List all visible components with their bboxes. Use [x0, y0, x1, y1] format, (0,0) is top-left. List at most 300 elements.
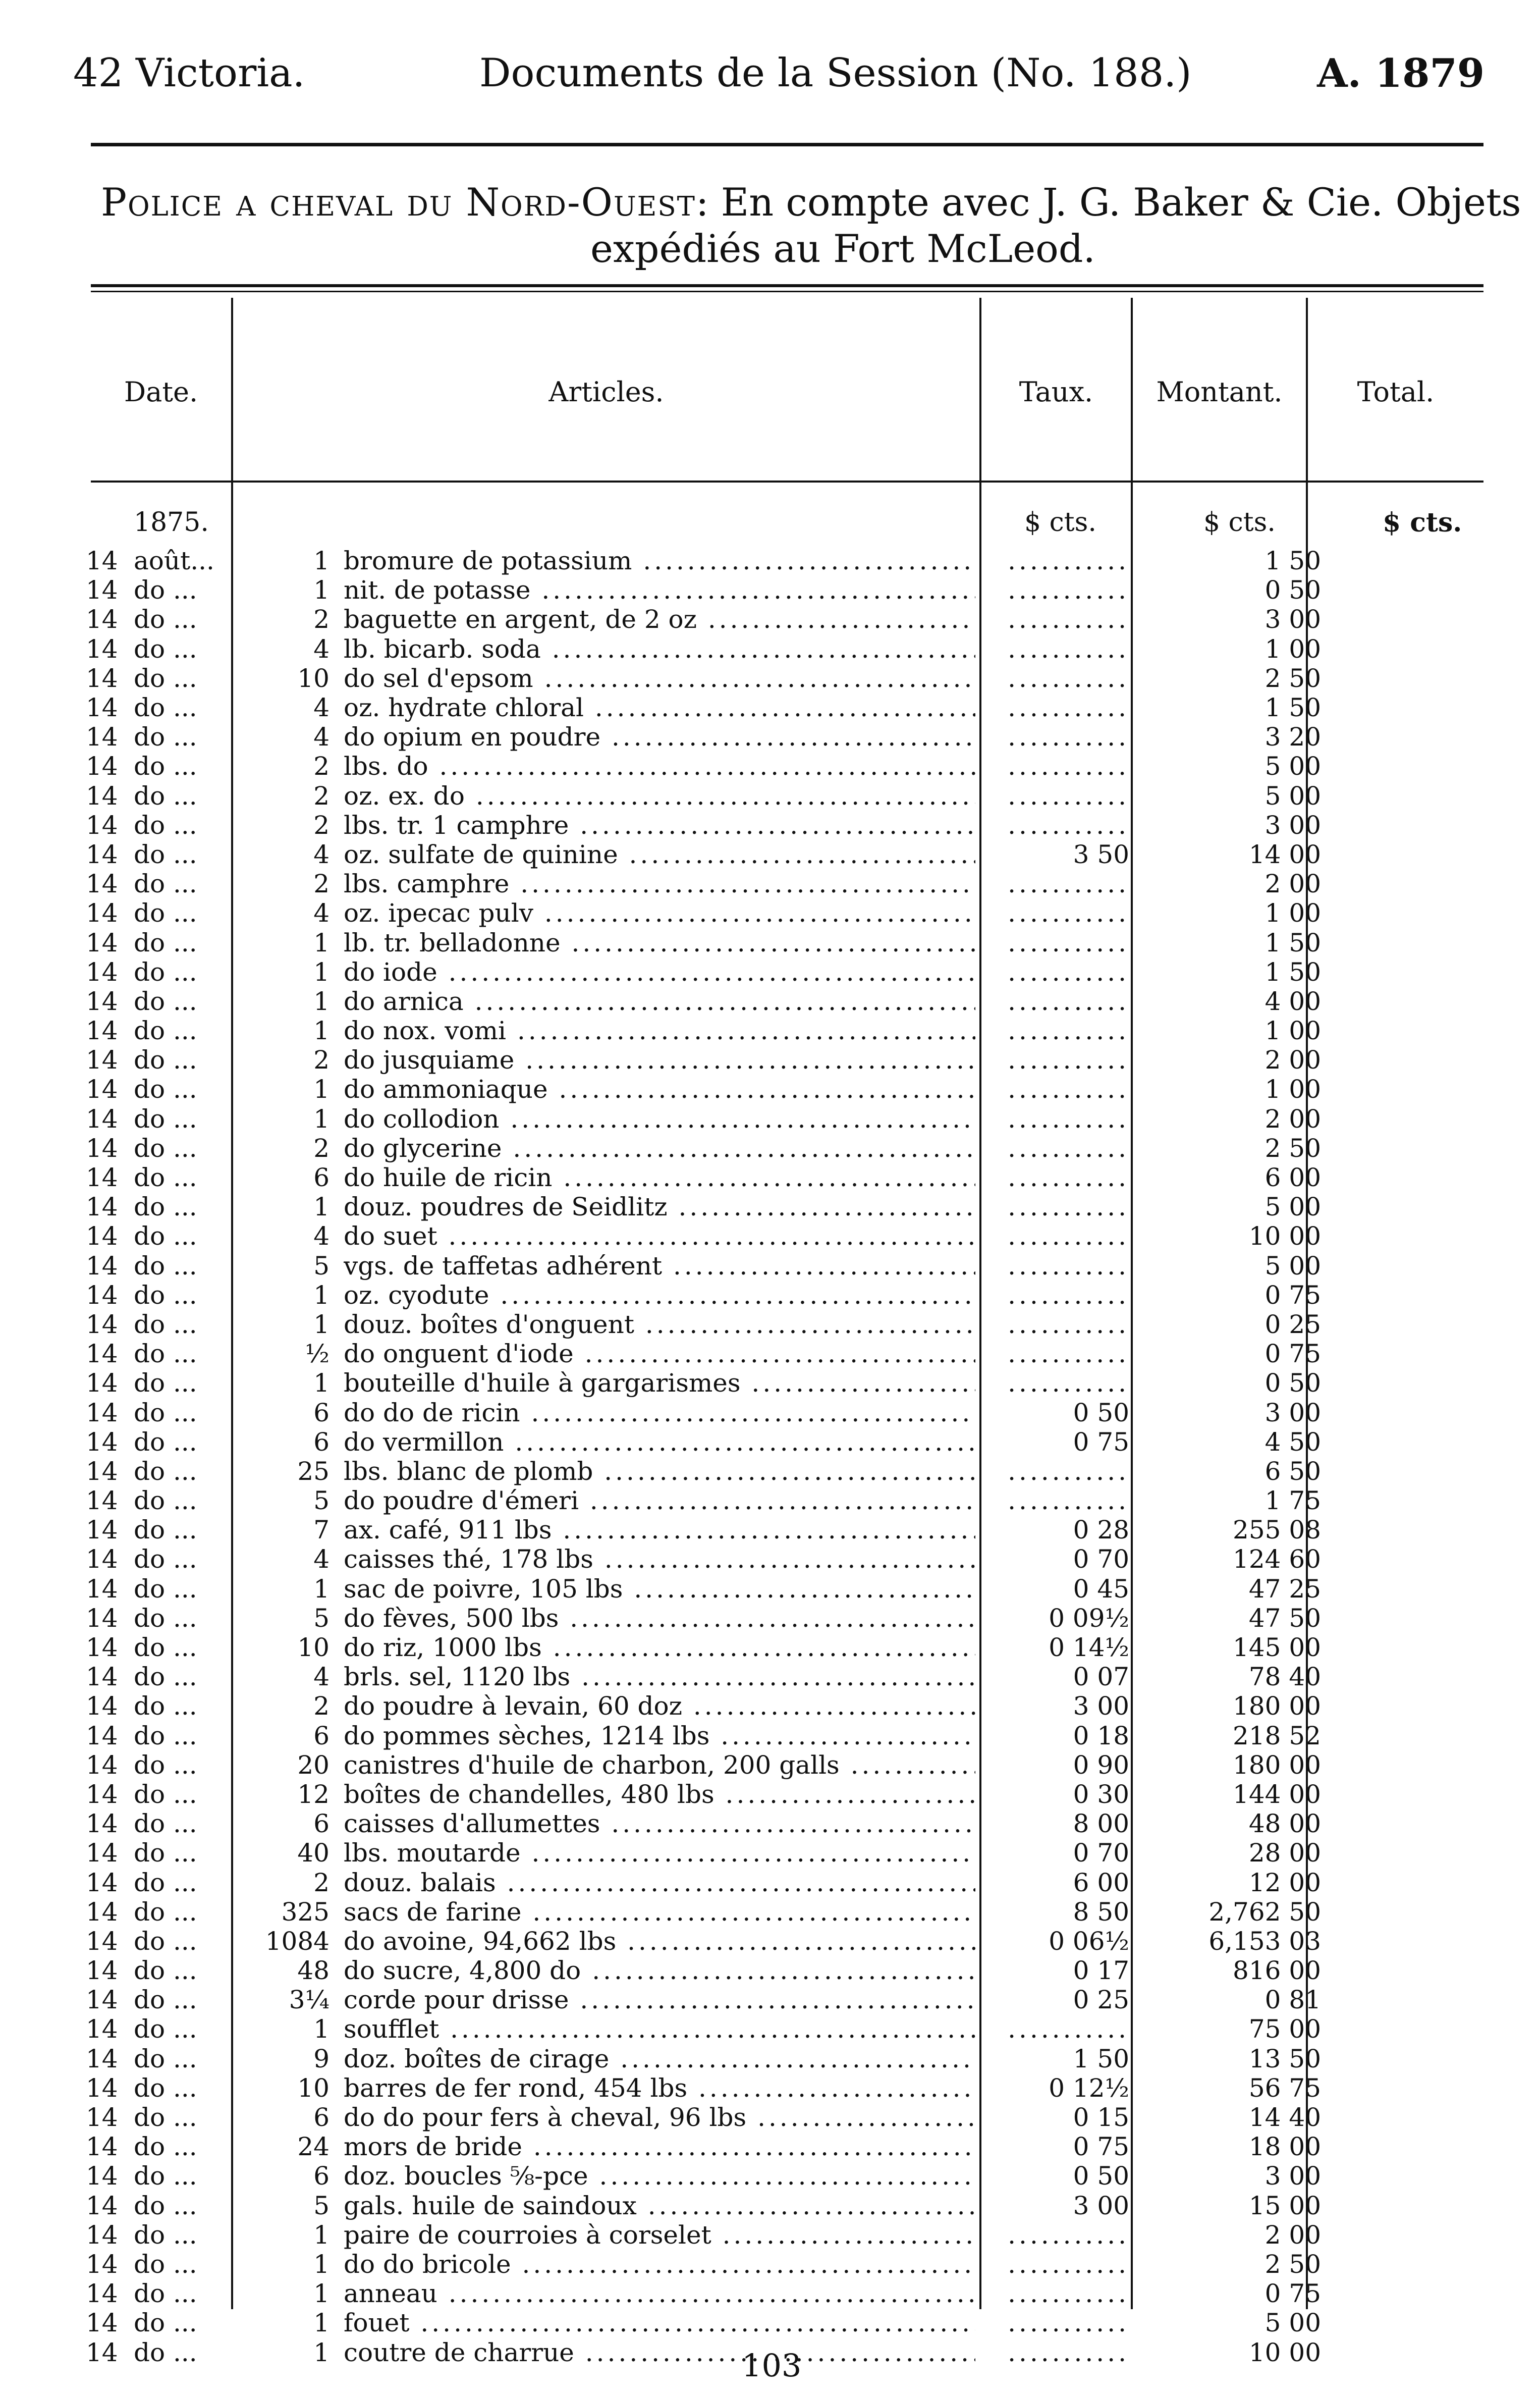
row-month: do ... [134, 722, 197, 752]
row-month: do ... [134, 1016, 197, 1046]
row-amount: 5 00 [1264, 1251, 1321, 1281]
row-total [1351, 1956, 1540, 1985]
row-amount: 0 75 [1264, 1280, 1321, 1310]
row-article-text: do glycerine ..... [344, 1134, 975, 1163]
row-rate: ........... [1008, 1280, 1129, 1310]
row-day: 14 [86, 1574, 118, 1604]
row-quantity: 2 [313, 810, 329, 840]
row-quantity: 2 [313, 781, 329, 811]
row-article [344, 546, 975, 575]
row-article-text: soufflet ..... [344, 2014, 975, 2044]
row-total [1351, 1368, 1540, 1398]
table-row [86, 693, 1540, 722]
row-article-text: do ammoniaque ..... [344, 1075, 975, 1104]
row-article [344, 1633, 975, 1662]
row-amount: 2 00 [1264, 1104, 1321, 1134]
row-day: 14 [86, 1133, 118, 1163]
row-article-text: do opium en poudre ..... [344, 722, 975, 752]
row-rate: 0 90 [1073, 1750, 1129, 1780]
row-rate: ........... [1008, 810, 1129, 840]
row-total [1351, 1192, 1540, 1221]
row-quantity: 4 [313, 1221, 329, 1251]
account-table [86, 546, 1540, 2367]
row-amount: 47 50 [1248, 1603, 1321, 1633]
row-day: 14 [86, 1456, 118, 1486]
row-rate: 0 75 [1073, 1427, 1129, 1457]
row-article [344, 1985, 975, 2014]
row-day: 14 [86, 1809, 118, 1839]
row-quantity: 4 [313, 693, 329, 723]
row-amount: 2 00 [1264, 869, 1321, 899]
row-month: do ... [134, 2044, 197, 2073]
row-day: 14 [86, 693, 118, 723]
table-row [86, 1045, 1540, 1075]
row-day: 14 [86, 2337, 118, 2367]
row-quantity: 1 [313, 575, 329, 605]
table-row [86, 1838, 1540, 1868]
row-total [1351, 1163, 1540, 1192]
row-article [344, 2014, 975, 2044]
row-quantity: 6 [313, 2161, 329, 2191]
row-total [1351, 2220, 1540, 2250]
row-amount: 1 50 [1264, 928, 1321, 957]
row-amount: 4 50 [1264, 1427, 1321, 1457]
row-article-text: do sel d'epsom ..... [344, 664, 975, 693]
row-total [1351, 781, 1540, 811]
table-row [86, 840, 1540, 869]
row-rate: ........... [1008, 663, 1129, 693]
row-article-text: caisses thé, 178 lbs ..... [344, 1545, 975, 1574]
row-amount: 3 00 [1264, 810, 1321, 840]
row-month: do ... [134, 1809, 197, 1839]
row-day: 14 [86, 1398, 118, 1427]
row-article [344, 869, 975, 898]
row-month: do ... [134, 1633, 197, 1663]
total-unit-label: $ cts. [1383, 507, 1462, 538]
row-day: 14 [86, 2014, 118, 2044]
row-article [344, 2103, 975, 2132]
row-article-text: caisses d'allumettes ..... [344, 1809, 975, 1838]
row-amount: 15 00 [1248, 2191, 1321, 2220]
row-day: 14 [86, 1104, 118, 1134]
row-amount: 1 00 [1264, 898, 1321, 928]
row-total [1351, 605, 1540, 634]
account-title [101, 179, 1521, 272]
row-quantity: 1 [313, 2337, 329, 2367]
row-total [1351, 664, 1540, 693]
table-row [86, 2250, 1540, 2279]
row-total [1351, 869, 1540, 898]
row-amount: 1 50 [1264, 693, 1321, 723]
row-rate: 0 50 [1073, 1398, 1129, 1427]
row-article-text: barres de fer rond, 454 lbs ..... [344, 2073, 975, 2103]
account-title-line2: expédiés au Fort McLeod. [590, 226, 1095, 271]
row-quantity: ½ [305, 1339, 329, 1369]
row-total [1351, 1721, 1540, 1750]
row-amount: 0 75 [1264, 1339, 1321, 1369]
row-rate: 0 14½ [1049, 1633, 1129, 1663]
row-rate: ........... [1008, 1016, 1129, 1046]
row-rate: ........... [1008, 1339, 1129, 1369]
table-row [86, 2161, 1540, 2191]
column-header-articles: Articles. [548, 376, 664, 408]
row-month: do ... [134, 1456, 197, 1486]
row-article-text: do poudre d'émeri ..... [344, 1486, 975, 1515]
row-article-text: corde pour drisse ..... [344, 1985, 975, 2014]
row-day: 14 [86, 1045, 118, 1075]
row-total [1351, 957, 1540, 987]
row-day: 14 [86, 605, 118, 634]
row-article-text: sac de poivre, 105 lbs ..... [344, 1574, 975, 1604]
row-rate: ........... [1008, 781, 1129, 811]
row-month: do ... [134, 1779, 197, 1809]
title-rule-bottom [91, 291, 1483, 292]
row-day: 14 [86, 1339, 118, 1369]
row-article [344, 1604, 975, 1633]
row-total [1351, 1750, 1540, 1780]
header-document-title: Documents de la Session (No. 188.) [479, 50, 1192, 96]
row-month: do ... [134, 1545, 197, 1574]
row-article [344, 1868, 975, 1897]
row-amount: 0 75 [1264, 2279, 1321, 2309]
row-amount: 1 00 [1264, 1016, 1321, 1046]
row-article [344, 1368, 975, 1398]
row-month: do ... [134, 1045, 197, 1075]
row-amount: 1 00 [1264, 634, 1321, 664]
row-article [344, 840, 975, 869]
row-article [344, 1398, 975, 1427]
row-month: do ... [134, 2103, 197, 2133]
row-total [1351, 1515, 1540, 1545]
row-day: 14 [86, 1897, 118, 1927]
table-row [86, 1691, 1540, 1721]
account-title-org: Police a cheval du Nord-Ouest [101, 180, 696, 225]
row-quantity: 1 [313, 986, 329, 1016]
table-row [86, 605, 1540, 634]
row-amount: 180 00 [1233, 1750, 1321, 1780]
row-month: do ... [134, 781, 197, 811]
row-amount: 56 75 [1248, 2073, 1321, 2103]
table-row [86, 2132, 1540, 2161]
row-article-text: mors de bride ..... [344, 2132, 975, 2161]
row-amount: 255 08 [1233, 1515, 1321, 1545]
table-row [86, 1163, 1540, 1192]
row-article-text: oz. sulfate de quinine ..... [344, 840, 975, 869]
row-quantity: 40 [297, 1838, 329, 1868]
table-row [86, 752, 1540, 781]
row-article [344, 1515, 975, 1545]
row-amount: 2 50 [1264, 663, 1321, 693]
row-article-text: do jusquiame ..... [344, 1045, 975, 1075]
row-rate: 0 25 [1073, 1985, 1129, 2015]
row-quantity: 5 [313, 1603, 329, 1633]
table-row [86, 1662, 1540, 1691]
row-day: 14 [86, 1251, 118, 1281]
row-article-text: gals. huile de saindoux ..... [344, 2191, 975, 2220]
row-total [1351, 1574, 1540, 1604]
column-header-rule [91, 481, 1483, 483]
row-total [1351, 1985, 1540, 2014]
row-month: août... [134, 546, 214, 576]
row-amount: 2 50 [1264, 1133, 1321, 1163]
row-rate: ........... [1008, 898, 1129, 928]
row-amount: 0 81 [1264, 1985, 1321, 2015]
table-row [86, 1574, 1540, 1604]
row-day: 14 [86, 1662, 118, 1692]
row-quantity: 1 [313, 1104, 329, 1134]
row-article-text: do do pour fers à cheval, 96 lbs ..... [344, 2103, 975, 2132]
row-total [1351, 1868, 1540, 1897]
row-article [344, 1104, 975, 1134]
table-row [86, 2014, 1540, 2044]
row-amount: 48 00 [1248, 1809, 1321, 1839]
table-row [86, 1104, 1540, 1134]
row-quantity: 1 [313, 2249, 329, 2279]
row-article [344, 987, 975, 1016]
row-rate: 0 45 [1073, 1574, 1129, 1604]
row-article-text: lbs. tr. 1 camphre ..... [344, 811, 975, 840]
row-article-text: brls. sel, 1120 lbs ..... [344, 1662, 975, 1691]
row-rate: 8 50 [1073, 1897, 1129, 1927]
row-day: 14 [86, 752, 118, 781]
row-total [1351, 1927, 1540, 1956]
row-month: do ... [134, 2249, 197, 2279]
row-month: do ... [134, 1662, 197, 1692]
row-quantity: 6 [313, 2103, 329, 2133]
row-month: do ... [134, 986, 197, 1016]
row-article [344, 1427, 975, 1457]
row-total [1351, 722, 1540, 752]
table-row [86, 898, 1540, 928]
table-row [86, 811, 1540, 840]
row-day: 14 [86, 2103, 118, 2133]
row-total [1351, 1457, 1540, 1486]
table-row [86, 1868, 1540, 1897]
row-quantity: 1084 [265, 1926, 329, 1956]
row-article-text: lbs. camphre ..... [344, 869, 975, 898]
row-day: 14 [86, 575, 118, 605]
row-quantity: 6 [313, 1721, 329, 1750]
row-amount: 3 20 [1264, 722, 1321, 752]
row-article [344, 1457, 975, 1486]
row-article [344, 693, 975, 722]
table-row [86, 575, 1540, 605]
row-amount: 6 50 [1264, 1456, 1321, 1486]
row-article-text: do do de ricin ..... [344, 1398, 975, 1427]
row-amount: 3 00 [1264, 605, 1321, 634]
row-day: 14 [86, 2220, 118, 2250]
row-amount: 0 50 [1264, 575, 1321, 605]
row-article [344, 1486, 975, 1515]
row-article [344, 1339, 975, 1368]
row-quantity: 1 [313, 928, 329, 957]
row-month: do ... [134, 1163, 197, 1193]
row-day: 14 [86, 1075, 118, 1104]
page-number: 103 [742, 2347, 802, 2384]
row-rate: ........... [1008, 575, 1129, 605]
row-article-text: ax. café, 911 lbs ..... [344, 1515, 975, 1545]
row-rate: 0 07 [1073, 1662, 1129, 1692]
row-day: 14 [86, 2279, 118, 2309]
row-rate: ........... [1008, 1456, 1129, 1486]
row-day: 14 [86, 869, 118, 899]
row-rate: 8 00 [1073, 1809, 1129, 1839]
row-article [344, 1691, 975, 1721]
row-total [1351, 928, 1540, 957]
row-article [344, 722, 975, 752]
table-row [86, 1016, 1540, 1045]
table-row [86, 2103, 1540, 2132]
row-quantity: 2 [313, 1868, 329, 1897]
row-quantity: 6 [313, 1427, 329, 1457]
row-total [1351, 1662, 1540, 1691]
header-rule [91, 143, 1483, 146]
row-article-text: sacs de farine ..... [344, 1897, 975, 1927]
row-amount: 6,153 03 [1208, 1926, 1321, 1956]
row-total [1351, 546, 1540, 575]
row-month: do ... [134, 1192, 197, 1222]
row-rate: 0 15 [1073, 2103, 1129, 2133]
row-rate: ........... [1008, 1133, 1129, 1163]
row-article [344, 2044, 975, 2073]
row-amount: 3 00 [1264, 1398, 1321, 1427]
row-rate: ........... [1008, 2308, 1129, 2338]
row-article [344, 1192, 975, 1221]
row-amount: 18 00 [1248, 2132, 1321, 2162]
row-quantity: 5 [313, 2191, 329, 2220]
row-quantity: 4 [313, 634, 329, 664]
row-quantity: 4 [313, 839, 329, 869]
row-article-text: boîtes de chandelles, 480 lbs ..... [344, 1780, 975, 1809]
column-header-taux: Taux. [1019, 376, 1093, 408]
table-row [86, 1809, 1540, 1838]
row-day: 14 [86, 1838, 118, 1868]
row-quantity: 24 [297, 2132, 329, 2162]
row-amount: 6 00 [1264, 1163, 1321, 1193]
row-rate: 0 06½ [1049, 1926, 1129, 1956]
table-row [86, 1398, 1540, 1427]
row-total [1351, 752, 1540, 781]
table-row [86, 1310, 1540, 1339]
row-quantity: 2 [313, 1691, 329, 1721]
row-article-text: lbs. do ..... [344, 752, 975, 781]
row-amount: 816 00 [1233, 1956, 1321, 1986]
row-article [344, 2308, 975, 2337]
row-article-text: lbs. blanc de plomb ..... [344, 1457, 975, 1486]
row-total [1351, 2279, 1540, 2308]
row-quantity: 20 [297, 1750, 329, 1780]
row-article [344, 1809, 975, 1838]
row-article-text: vgs. de taffetas adhérent ..... [344, 1251, 975, 1281]
row-article-text: do pommes sèches, 1214 lbs ..... [344, 1721, 975, 1750]
header-year-label: A. 1879 [1317, 50, 1484, 96]
row-month: do ... [134, 2337, 197, 2367]
row-article-text: canistres d'huile de charbon, 200 galls ..... [344, 1750, 975, 1780]
table-row [86, 1927, 1540, 1956]
row-total [1351, 1075, 1540, 1104]
row-total [1351, 575, 1540, 605]
row-quantity: 6 [313, 1163, 329, 1193]
row-quantity: 2 [313, 869, 329, 899]
table-row [86, 869, 1540, 898]
table-row [86, 957, 1540, 987]
row-total [1351, 2044, 1540, 2073]
row-month: do ... [134, 1221, 197, 1251]
column-header-date: Date. [124, 376, 198, 408]
row-amount: 144 00 [1233, 1779, 1321, 1809]
row-day: 14 [86, 2132, 118, 2162]
row-rate: ........... [1008, 2279, 1129, 2309]
row-month: do ... [134, 752, 197, 781]
row-month: do ... [134, 1339, 197, 1369]
row-article-text: do iode ..... [344, 957, 975, 987]
row-amount: 75 00 [1248, 2014, 1321, 2044]
row-total [1351, 2337, 1540, 2367]
row-article [344, 2250, 975, 2279]
row-quantity: 5 [313, 1251, 329, 1281]
row-amount: 78 40 [1248, 1662, 1321, 1692]
row-month: do ... [134, 1486, 197, 1516]
row-quantity: 7 [313, 1515, 329, 1545]
taux-unit-label: $ cts. [1024, 507, 1096, 538]
row-article-text: oz. ex. do ..... [344, 781, 975, 811]
table-row [86, 1956, 1540, 1985]
table-row [86, 1604, 1540, 1633]
row-month: do ... [134, 869, 197, 899]
row-total [1351, 1691, 1540, 1721]
table-row [86, 2044, 1540, 2073]
table-row [86, 1545, 1540, 1574]
table-row [86, 1339, 1540, 1368]
row-day: 14 [86, 1603, 118, 1633]
row-quantity: 1 [313, 2220, 329, 2250]
row-quantity: 4 [313, 1662, 329, 1692]
row-month: do ... [134, 1427, 197, 1457]
table-row [86, 1251, 1540, 1281]
row-article-text: baguette en argent, de 2 oz ..... [344, 605, 975, 634]
row-rate: ........... [1008, 752, 1129, 781]
row-total [1351, 1310, 1540, 1339]
row-day: 14 [86, 1486, 118, 1516]
row-article-text: douz. poudres de Seidlitz ..... [344, 1192, 975, 1221]
row-article [344, 811, 975, 840]
row-total [1351, 1838, 1540, 1868]
row-total [1351, 1281, 1540, 1310]
row-quantity: 48 [297, 1956, 329, 1986]
table-row [86, 2279, 1540, 2308]
row-day: 14 [86, 1868, 118, 1897]
row-rate: 1 50 [1073, 2044, 1129, 2073]
row-quantity: 2 [313, 605, 329, 634]
table-row [86, 722, 1540, 752]
row-amount: 1 75 [1264, 1486, 1321, 1516]
table-row [86, 2337, 1540, 2367]
row-day: 14 [86, 781, 118, 811]
row-day: 14 [86, 1221, 118, 1251]
row-month: do ... [134, 575, 197, 605]
row-amount: 2 50 [1264, 2249, 1321, 2279]
title-rule-top [91, 284, 1483, 287]
row-quantity: 1 [313, 1192, 329, 1222]
year-label: 1875. [134, 507, 209, 538]
row-article [344, 1780, 975, 1809]
row-quantity: 1 [313, 546, 329, 576]
row-article-text: do sucre, 4,800 do ..... [344, 1956, 975, 1985]
row-total [1351, 1604, 1540, 1633]
column-header-montant: Montant. [1156, 376, 1283, 408]
row-article-text: oz. ipecac pulv ..... [344, 898, 975, 928]
row-day: 14 [86, 1309, 118, 1339]
